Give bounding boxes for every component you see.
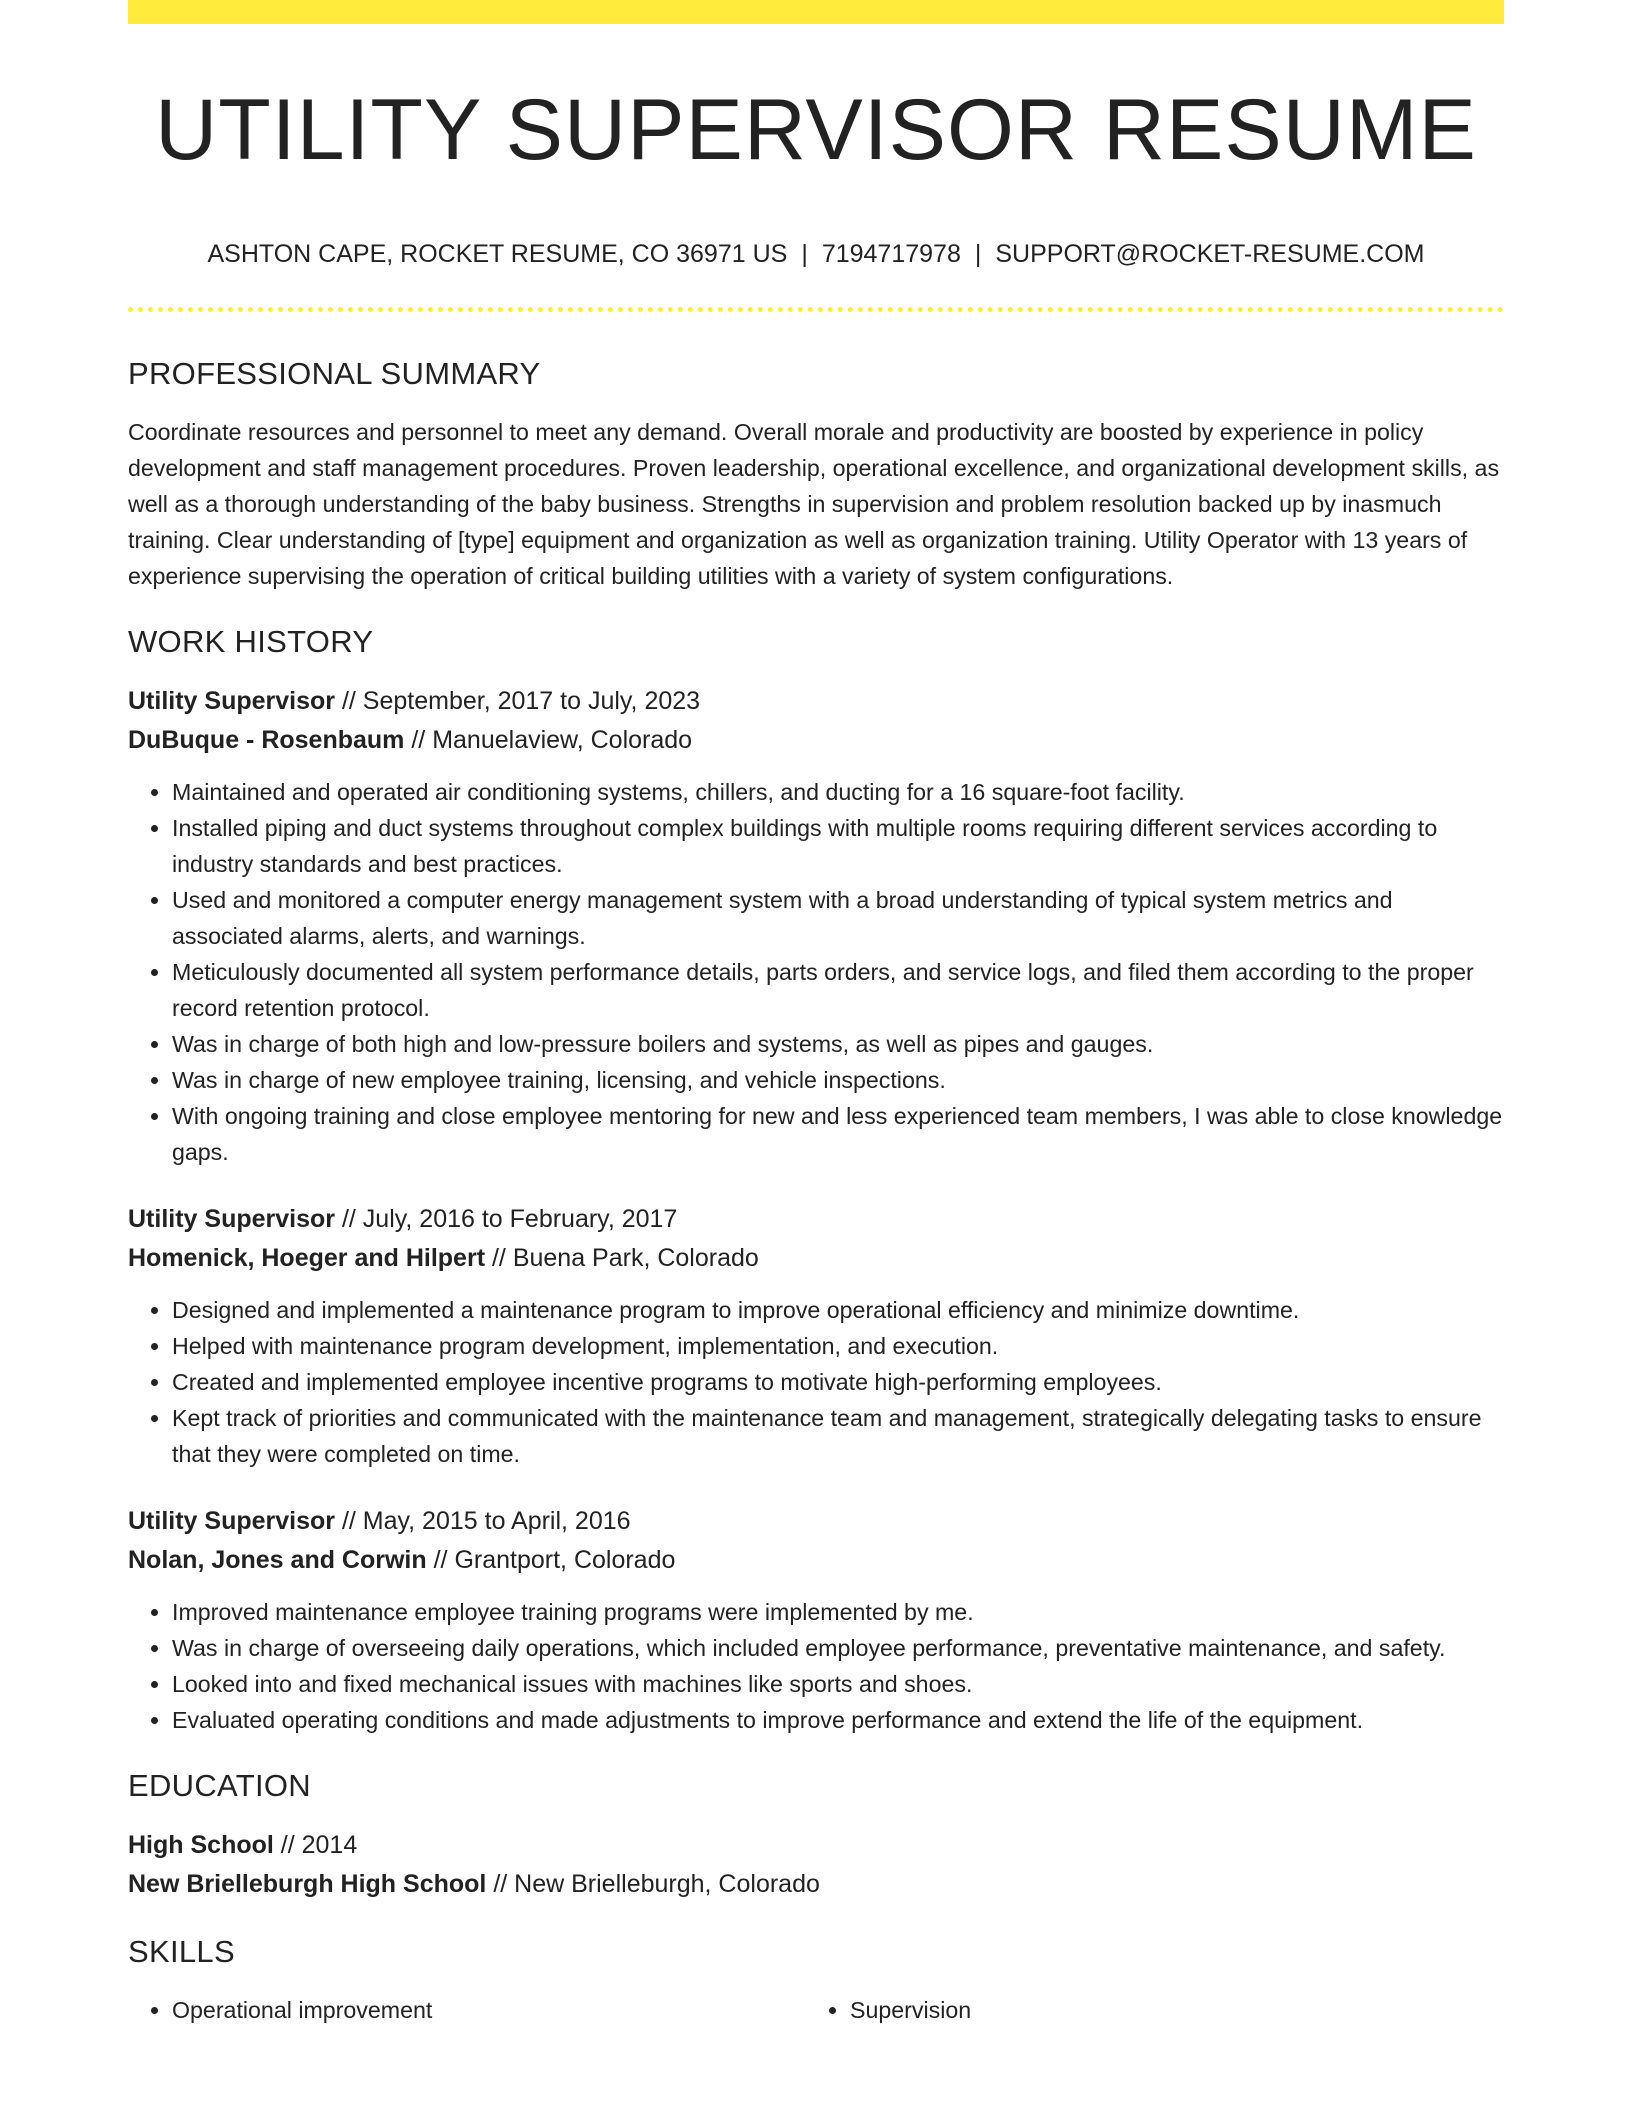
job-company-line (128, 721, 1504, 760)
bullet-item: • Installed piping and duct systems throughout complex buildings with multiple rooms requiring different services according to industry standards and best practices. (172, 810, 1504, 882)
work-history-section (128, 620, 1504, 1738)
skills-grid (128, 1992, 1504, 2028)
bullet-item: • Evaluated operating conditions and made adjustments to improve performance and extend the life of the equipment. (172, 1702, 1504, 1738)
dotted-divider (128, 307, 1504, 312)
skills-heading: SKILLS (128, 1934, 235, 1969)
bullet-item: • Was in charge of both high and low-pressure boilers and systems, as well as pipes and gauges. (172, 1026, 1504, 1062)
contact-line (128, 236, 1504, 272)
job-bullets (128, 1292, 1504, 1472)
bullet-item: • Maintained and operated air conditioning systems, chillers, and ducting for a 16 square-foot facility. (172, 774, 1504, 810)
contact-address: ASHTON CAPE, ROCKET RESUME, CO 36971 US (207, 240, 788, 268)
resume-title: UTILITY SUPERVISOR RESUME (155, 82, 1477, 178)
skill-item: • Operational improvement (172, 1992, 806, 2028)
education-location: // New Brielleburgh, Colorado (493, 1870, 820, 1898)
contact-email: SUPPORT@ROCKET-RESUME.COM (995, 240, 1425, 268)
job-company-line (128, 1541, 1504, 1580)
skill-item: • Supervision (850, 1992, 1484, 2028)
bullet-item: • Kept track of priorities and communicated with the maintenance team and management, strategically delegating tasks to ensure that they were completed on time. (172, 1400, 1504, 1472)
job-location: // Manuelaview, Colorado (411, 726, 693, 754)
education-school-line (128, 1865, 1504, 1904)
education-school: New Brielleburgh High School (128, 1870, 487, 1898)
bullet-item: • Used and monitored a computer energy management system with a broad understanding of typical system metrics and associated alarms, alerts, and warnings. (172, 882, 1504, 954)
job-bullets (128, 1594, 1504, 1738)
summary-section (128, 352, 1504, 594)
job-entry (128, 1502, 1504, 1738)
job-bullets (128, 774, 1504, 1170)
job-entry (128, 1200, 1504, 1472)
bullet-item: • With ongoing training and close employee mentoring for new and less experienced team members, I was able to close knowledge gaps. (172, 1098, 1504, 1170)
job-title-line (128, 682, 1504, 721)
education-heading: EDUCATION (128, 1768, 311, 1803)
bullet-item: • Helped with maintenance program development, implementation, and execution. (172, 1328, 1504, 1364)
job-company: Nolan, Jones and Corwin (128, 1546, 427, 1574)
resume-content (128, 352, 1504, 2028)
job-title: Utility Supervisor (128, 1507, 335, 1535)
skills-list-right (806, 1992, 1484, 2028)
job-dates: // July, 2016 to February, 2017 (341, 1205, 678, 1233)
education-section (128, 1764, 1504, 1904)
education-year: // 2014 (280, 1831, 358, 1859)
bullet-item: • Improved maintenance employee training programs were implemented by me. (172, 1594, 1504, 1630)
job-entry (128, 682, 1504, 1170)
contact-separator: | (801, 240, 808, 268)
bullet-item: • Meticulously documented all system performance details, parts orders, and service logs, and filed them according to the proper record retention protocol. (172, 954, 1504, 1026)
job-company-line (128, 1239, 1504, 1278)
job-company: Homenick, Hoeger and Hilpert (128, 1244, 486, 1272)
job-title-line (128, 1200, 1504, 1239)
education-degree: High School (128, 1831, 274, 1859)
education-degree-line (128, 1826, 1504, 1865)
job-location: // Grantport, Colorado (433, 1546, 676, 1574)
contact-separator: | (974, 240, 982, 268)
contact-phone: 7194717978 (821, 240, 961, 268)
job-title: Utility Supervisor (128, 1205, 335, 1233)
skills-section (128, 1930, 1504, 2028)
summary-text: Coordinate resources and personnel to meet any demand. Overall morale and productivity are boosted by experience in policy development and staff management procedures. Proven leadership, operational excellence, and organizational development skills, as well as a thorough understanding of the baby business. Strengths in supervision and problem resolution backed up by inasmuch training. Clear understanding of [type] equipment and organization as well as organization training. Utility Operator with 13 years of experience supervising the operation of critical building utilities with a variety of system configurations. (128, 419, 1500, 589)
job-dates: // May, 2015 to April, 2016 (341, 1507, 631, 1535)
job-location: // Buena Park, Colorado (491, 1244, 759, 1272)
job-title: Utility Supervisor (128, 687, 335, 715)
bullet-item: • Looked into and fixed mechanical issues with machines like sports and shoes. (172, 1666, 1504, 1702)
job-title-line (128, 1502, 1504, 1541)
skills-list-left (128, 1992, 806, 2028)
bullet-item: • Was in charge of overseeing daily operations, which included employee performance, preventative maintenance, and safety. (172, 1630, 1504, 1666)
bullet-item: • Was in charge of new employee training, licensing, and vehicle inspections. (172, 1062, 1504, 1098)
accent-top-bar (128, 0, 1504, 24)
summary-heading: PROFESSIONAL SUMMARY (128, 356, 541, 391)
work-history-heading: WORK HISTORY (128, 624, 374, 659)
bullet-item: • Designed and implemented a maintenance program to improve operational efficiency and minimize downtime. (172, 1292, 1504, 1328)
job-company: DuBuque - Rosenbaum (128, 726, 405, 754)
job-dates: // September, 2017 to July, 2023 (341, 687, 701, 715)
bullet-item: • Created and implemented employee incentive programs to motivate high-performing employees. (172, 1364, 1504, 1400)
